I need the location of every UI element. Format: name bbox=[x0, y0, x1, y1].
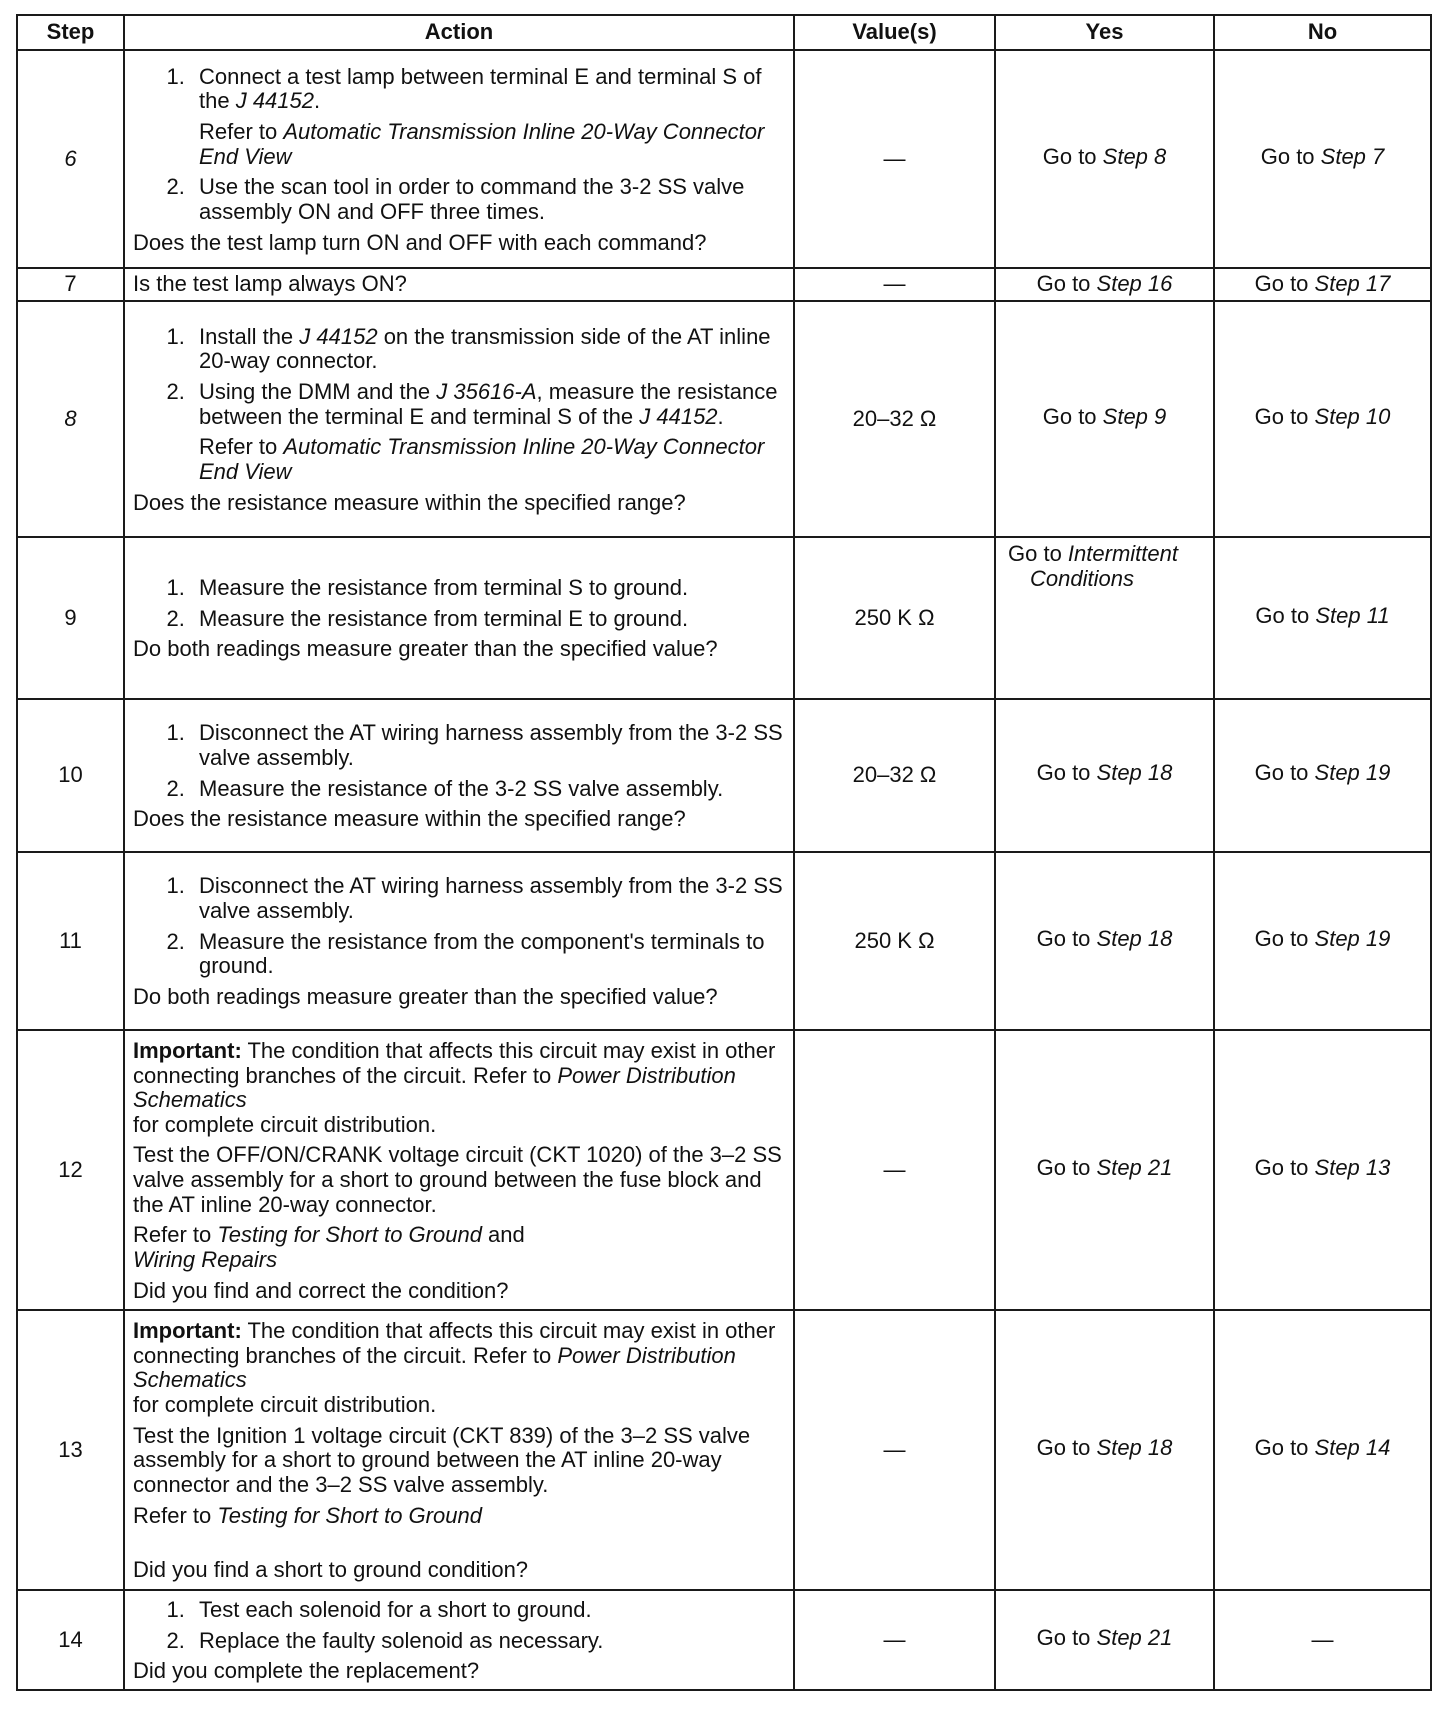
value-cell: 20–32 Ω bbox=[794, 301, 995, 537]
action-cell bbox=[124, 852, 794, 1030]
test-instruction: Test the Ignition 1 voltage circuit (CKT 839) of the 3–2 SS valve assembly for a short to ground between the AT inline 20-way connector and the 3–2 SS valve assembly. bbox=[133, 1422, 751, 1497]
yes-cell: Go to Step 18 bbox=[995, 852, 1214, 1030]
action-cell bbox=[124, 699, 794, 852]
step-link[interactable]: Step 18 bbox=[1096, 925, 1173, 951]
action-cell bbox=[124, 301, 794, 537]
reference-note: Refer to Automatic Transmission Inline 20-Way Connector End View bbox=[199, 434, 765, 484]
step-number: 13 bbox=[17, 1310, 124, 1590]
yes-cell: Go to Step 16 bbox=[995, 268, 1214, 301]
list-item: 1. Measure the resistance from terminal S to ground. bbox=[191, 576, 785, 601]
question-text: Do both readings measure greater than the specified value? bbox=[133, 636, 718, 662]
action-list bbox=[133, 325, 785, 485]
header-row bbox=[17, 15, 1431, 50]
yes-cell: Go to Step 18 bbox=[995, 1310, 1214, 1590]
header-no: No bbox=[1214, 15, 1431, 50]
step-number: 12 bbox=[17, 1030, 124, 1310]
header-values: Value(s) bbox=[794, 15, 995, 50]
step-link[interactable]: Step 16 bbox=[1096, 271, 1173, 297]
question-text: Does the test lamp turn ON and OFF with each command? bbox=[133, 229, 707, 255]
value-cell: 20–32 Ω bbox=[794, 699, 995, 852]
yes-cell: Go to Step 8 bbox=[995, 50, 1214, 268]
table-row-step-13 bbox=[17, 1310, 1431, 1590]
step-number: 10 bbox=[17, 699, 124, 852]
header-yes: Yes bbox=[995, 15, 1214, 50]
table-row-step-12 bbox=[17, 1030, 1431, 1310]
yes-cell: Go to Step 21 bbox=[995, 1030, 1214, 1310]
step-link[interactable]: Step 13 bbox=[1314, 1154, 1391, 1180]
no-cell: Go to Step 11 bbox=[1214, 537, 1431, 699]
step-link[interactable]: Step 18 bbox=[1096, 760, 1173, 786]
step-link[interactable]: Step 14 bbox=[1314, 1434, 1391, 1460]
question-text: Did you find a short to ground condition? bbox=[133, 1557, 529, 1583]
diagnostic-table bbox=[16, 14, 1432, 1691]
list-item: 1. Install the J 44152 on the transmission side of the AT inline 20-way connector. bbox=[191, 325, 785, 374]
list-item: 2. Using the DMM and the J 35616-A, measure the resistance between the terminal E and terminal S of the J 44152. Refer to Automatic Transmission Inline 20-Way Connector End View bbox=[191, 380, 785, 485]
action-list bbox=[133, 1598, 785, 1653]
step-number: 11 bbox=[17, 852, 124, 1030]
no-cell: Go to Step 10 bbox=[1214, 301, 1431, 537]
step-link[interactable]: Conditions bbox=[1030, 565, 1134, 591]
question-text: Does the resistance measure within the specified range? bbox=[133, 806, 686, 832]
step-link[interactable]: Step 19 bbox=[1314, 760, 1391, 786]
step-link[interactable]: Step 10 bbox=[1314, 403, 1391, 429]
action-cell bbox=[124, 50, 794, 268]
header-action: Action bbox=[124, 15, 794, 50]
yes-cell: Go to Step 18 bbox=[995, 699, 1214, 852]
table-row-step-14 bbox=[17, 1590, 1431, 1690]
value-cell: — bbox=[794, 1030, 995, 1310]
step-link[interactable]: Step 9 bbox=[1102, 403, 1167, 429]
step-link[interactable]: Step 17 bbox=[1314, 271, 1391, 297]
header-step: Step bbox=[17, 15, 124, 50]
value-cell: — bbox=[794, 268, 995, 301]
important-note: Important: The condition that affects this circuit may exist in other connecting branches of the circuit. Refer to Power Distribution Schematics for complete circuit distribution. bbox=[133, 1037, 776, 1137]
question-text: Does the resistance measure within the specified range? bbox=[133, 489, 686, 515]
list-item: 1. Test each solenoid for a short to ground. bbox=[191, 1598, 785, 1623]
action-cell bbox=[124, 1590, 794, 1690]
list-item: 1. Disconnect the AT wiring harness assembly from the 3-2 SS valve assembly. bbox=[191, 874, 785, 923]
question-text: Is the test lamp always ON? bbox=[133, 271, 407, 297]
no-cell: Go to Step 13 bbox=[1214, 1030, 1431, 1310]
value-cell: 250 K Ω bbox=[794, 537, 995, 699]
value-cell: 250 K Ω bbox=[794, 852, 995, 1030]
step-number: 6 bbox=[17, 50, 124, 268]
step-link[interactable]: Step 18 bbox=[1096, 1434, 1173, 1460]
step-link[interactable]: Step 11 bbox=[1315, 602, 1390, 628]
list-item: 2. Measure the resistance from the component's terminals to ground. bbox=[191, 930, 785, 979]
step-link[interactable]: Intermittent bbox=[1067, 541, 1178, 566]
no-cell: Go to Step 14 bbox=[1214, 1310, 1431, 1590]
yes-cell: Go to Step 21 bbox=[995, 1590, 1214, 1690]
action-cell bbox=[124, 268, 794, 301]
yes-cell: Go to Step 9 bbox=[995, 301, 1214, 537]
table-row-step-8 bbox=[17, 301, 1431, 537]
value-cell: — bbox=[794, 50, 995, 268]
action-cell bbox=[124, 1310, 794, 1590]
value-cell: — bbox=[794, 1310, 995, 1590]
reference-note: Refer to Testing for Short to Ground bbox=[133, 1502, 482, 1528]
no-cell: Go to Step 19 bbox=[1214, 852, 1431, 1030]
table-row-step-6 bbox=[17, 50, 1431, 268]
step-link[interactable]: Step 21 bbox=[1096, 1154, 1173, 1180]
important-note: Important: The condition that affects this circuit may exist in other connecting branches of the circuit. Refer to Power Distribution Schematics for complete circuit distribution. bbox=[133, 1318, 776, 1418]
question-text: Do both readings measure greater than the specified value? bbox=[133, 983, 718, 1009]
reference-note: Refer to Automatic Transmission Inline 20-Way Connector End View bbox=[199, 119, 765, 169]
action-list bbox=[133, 65, 785, 225]
no-cell: — bbox=[1214, 1590, 1431, 1690]
list-item: 2. Measure the resistance of the 3-2 SS valve assembly. bbox=[191, 777, 785, 802]
list-item: 2. Replace the faulty solenoid as necessary. bbox=[191, 1629, 785, 1654]
value-cell: — bbox=[794, 1590, 995, 1690]
step-link[interactable]: Step 8 bbox=[1102, 143, 1167, 169]
table-row-step-11 bbox=[17, 852, 1431, 1030]
step-number: 8 bbox=[17, 301, 124, 537]
step-link[interactable]: Step 19 bbox=[1314, 925, 1391, 951]
table-row-step-9 bbox=[17, 537, 1431, 699]
test-instruction: Test the OFF/ON/CRANK voltage circuit (CKT 1020) of the 3–2 SS valve assembly for a short to ground between the fuse block and the AT inline 20-way connector. bbox=[133, 1142, 782, 1217]
list-item: 2. Measure the resistance from terminal E to ground. bbox=[191, 607, 785, 632]
action-cell bbox=[124, 1030, 794, 1310]
step-number: 9 bbox=[17, 537, 124, 699]
action-list bbox=[133, 576, 785, 631]
list-item: 1. Connect a test lamp between terminal E and terminal S of the J 44152. Refer to Automatic Transmission Inline 20-Way Connector End View bbox=[191, 65, 785, 170]
question-text: Did you find and correct the condition? bbox=[133, 1277, 509, 1303]
yes-cell: Go to Intermittent Conditions bbox=[995, 537, 1214, 699]
no-cell: Go to Step 19 bbox=[1214, 699, 1431, 852]
action-cell bbox=[124, 537, 794, 699]
list-item: 2. Use the scan tool in order to command the 3-2 SS valve assembly ON and OFF three times. bbox=[191, 175, 785, 224]
no-cell: Go to Step 7 bbox=[1214, 50, 1431, 268]
reference-note: Refer to Testing for Short to Ground and Wiring Repairs bbox=[133, 1222, 525, 1272]
table-row-step-10 bbox=[17, 699, 1431, 852]
table-row-step-7 bbox=[17, 268, 1431, 301]
step-link[interactable]: Step 21 bbox=[1096, 1624, 1173, 1650]
action-list bbox=[133, 721, 785, 801]
question-text: Did you complete the replacement? bbox=[133, 1658, 480, 1684]
step-link[interactable]: Step 7 bbox=[1320, 143, 1385, 169]
action-list bbox=[133, 874, 785, 979]
list-item: 1. Disconnect the AT wiring harness assembly from the 3-2 SS valve assembly. bbox=[191, 721, 785, 770]
no-cell: Go to Step 17 bbox=[1214, 268, 1431, 301]
step-number: 7 bbox=[17, 268, 124, 301]
step-number: 14 bbox=[17, 1590, 124, 1690]
